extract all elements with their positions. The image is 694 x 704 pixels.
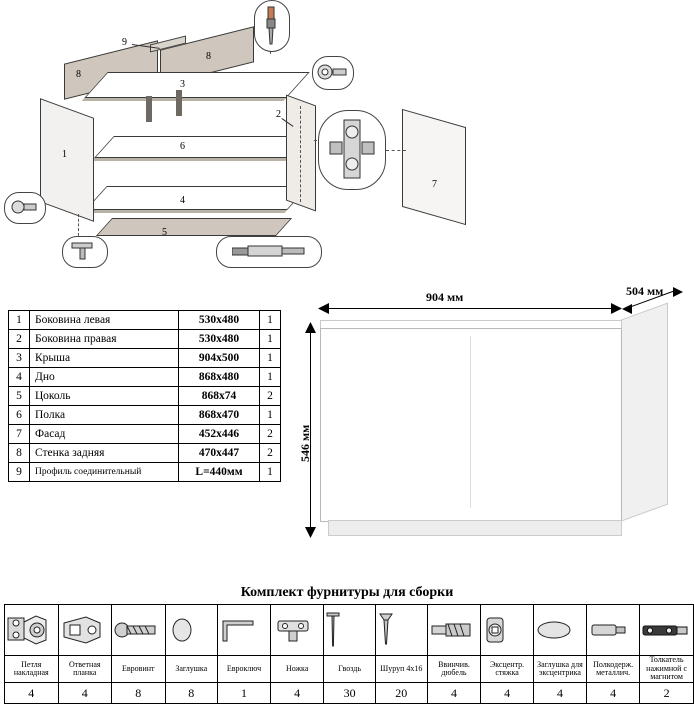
table-row [9,406,281,425]
kit-item-name: Заглушка [165,656,217,683]
width-label: 904 мм [426,290,464,304]
part-no: 3 [9,349,30,368]
hinge-overlay-icon [328,116,376,182]
mounting-plate-icon [60,611,104,649]
part-name: Цоколь [30,387,179,406]
cam-lock-small-icon [10,198,38,216]
parts-table [8,310,281,482]
part-name: Стенка задняя [30,444,179,463]
part-qty: 1 [260,349,281,368]
width-dimension-line [322,308,618,309]
mark-8a: 8 [76,69,81,80]
finished-cabinet-drawing [298,284,690,555]
support-bar-right [176,90,182,116]
cabinet-door-split [470,336,471,508]
part-qty: 1 [260,330,281,349]
part-size: 452х446 [179,425,260,444]
part-qty: 1 [260,368,281,387]
kit-item-qty: 8 [165,683,217,704]
part-size: L=440мм [179,463,260,482]
screw-in-dowel-icon [429,617,475,643]
kit-item-qty: 4 [58,683,111,704]
kit-item-name: Эксцентр. стяжка [481,656,534,683]
width-arrow-right-icon [610,303,622,314]
nail-icon [325,610,341,650]
dowel-icon [264,6,278,46]
part-no: 6 [9,406,30,425]
kit-item-qty: 4 [5,683,59,704]
kit-item-qty: 2 [640,683,694,704]
kit-item-name: Толкатель нажимной с магнитом [640,656,694,683]
cabinet-front [320,328,622,522]
part-no: 2 [9,330,30,349]
kit-item-qty: 1 [217,683,270,704]
part-no: 4 [9,368,30,387]
shelf-support-icon [232,242,306,260]
kit-cell-icon [271,605,324,656]
mark-2: 2 [276,109,281,120]
kit-item-name: Шуруп 4х16 [375,656,427,683]
mark-6: 6 [180,141,185,152]
width-arrow-left-icon [318,303,330,314]
cam-lock-icon [482,614,508,646]
height-arrow-up-icon [305,322,316,334]
kit-item-name: Ножка [271,656,324,683]
kit-item-name: Евровинт [111,656,165,683]
kit-item-qty: 30 [324,683,376,704]
part-qty: 1 [260,463,281,482]
cabinet-plinth [328,520,622,536]
part-name: Полка [30,406,179,425]
magnet-catch-icon [641,618,689,642]
kit-cell-icon [533,605,586,656]
part-name: Фасад [30,425,179,444]
part-shelf [94,136,308,158]
alignment-line-door [386,150,406,151]
table-row [9,311,281,330]
part-qty: 1 [260,311,281,330]
table-row [9,368,281,387]
kit-cell-icon [58,605,111,656]
kit-cell-icon [165,605,217,656]
height-arrow-down-icon [305,526,316,538]
screw-4x16-icon [377,610,395,650]
part-plinth [96,218,292,236]
kit-cell-icon [111,605,165,656]
kit-item-qty: 4 [587,683,640,704]
kit-item-qty: 4 [533,683,586,704]
table-row [9,463,281,482]
part-size: 904х500 [179,349,260,368]
part-name: Дно [30,368,179,387]
table-row [9,425,281,444]
kit-cell-icon [375,605,427,656]
cam-lock-icon [316,60,348,84]
euro-screw-icon [113,616,159,644]
hinge-overlay-icon [6,610,52,650]
kit-cell-icon [481,605,534,656]
part-no: 7 [9,425,30,444]
part-no: 8 [9,444,30,463]
furniture-leg-icon [68,240,100,262]
part-name: Крыша [30,349,179,368]
cam-cover-icon [535,619,573,641]
part-no: 1 [9,311,30,330]
kit-item-qty: 8 [111,683,165,704]
kit-item-qty: 20 [375,683,427,704]
part-qty: 2 [260,444,281,463]
mark-4: 4 [180,195,185,206]
kit-cell-icon [324,605,376,656]
kit-item-qty: 4 [271,683,324,704]
euro-key-icon [219,615,259,645]
part-no: 5 [9,387,30,406]
hardware-kit-title: Комплект фурнитуры для сборки [240,585,454,600]
hardware-kit-table [4,604,694,704]
depth-label: 504 мм [626,284,664,298]
alignment-line-side-right [300,106,301,202]
table-row [9,387,281,406]
table-row [9,330,281,349]
cabinet-right-side [620,303,668,522]
mark-5: 5 [162,227,167,238]
kit-cell-icon [587,605,640,656]
part-size: 868х74 [179,387,260,406]
part-bottom [85,186,309,210]
part-size: 530х480 [179,311,260,330]
table-row [9,444,281,463]
mark-7: 7 [432,179,437,190]
kit-names-row [5,656,694,683]
kit-cell-icon [217,605,270,656]
part-name: Боковина правая [30,330,179,349]
kit-item-name: Полкодерж. металлич. [587,656,640,683]
part-qty: 2 [260,387,281,406]
part-name: Боковина левая [30,311,179,330]
kit-cell-icon [5,605,59,656]
part-qty: 1 [260,406,281,425]
mark-9: 9 [122,37,127,48]
part-size: 470х447 [179,444,260,463]
kit-icons-row [5,605,694,656]
depth-arrow-left-icon [622,304,633,314]
part-size: 868х470 [179,406,260,425]
kit-item-qty: 4 [427,683,481,704]
support-bar-left [146,96,152,122]
cap-cover-icon [167,616,197,644]
part-name: Профиль соединительный [30,463,179,482]
part-qty: 2 [260,425,281,444]
table-row [9,349,281,368]
kit-item-name: Ответная планка [58,656,111,683]
kit-item-qty: 4 [481,683,534,704]
mark-1: 1 [62,149,67,160]
kit-cell-icon [640,605,694,656]
height-label: 546 мм [298,424,312,462]
part-no: 9 [9,463,30,482]
part-facade-door [402,109,466,225]
part-roof [84,72,309,98]
furniture-leg-icon [272,615,314,645]
part-size: 530х480 [179,330,260,349]
mark-3: 3 [180,79,185,90]
exploded-assembly-diagram [0,0,694,285]
shelf-support-icon [588,619,628,641]
kit-item-name: Гвоздь [324,656,376,683]
part-side-right [286,95,316,212]
kit-item-name: Петля накладная [5,656,59,683]
depth-arrow-right-icon [672,287,683,297]
kit-item-name: Ввинчив. дюбель [427,656,481,683]
kit-item-name: Евроключ [217,656,270,683]
kit-cell-icon [427,605,481,656]
part-size: 868х480 [179,368,260,387]
mark-8b: 8 [206,51,211,62]
kit-qty-row [5,683,694,704]
part-side-left [40,98,94,222]
kit-item-name: Заглушка для эксцентрика [533,656,586,683]
